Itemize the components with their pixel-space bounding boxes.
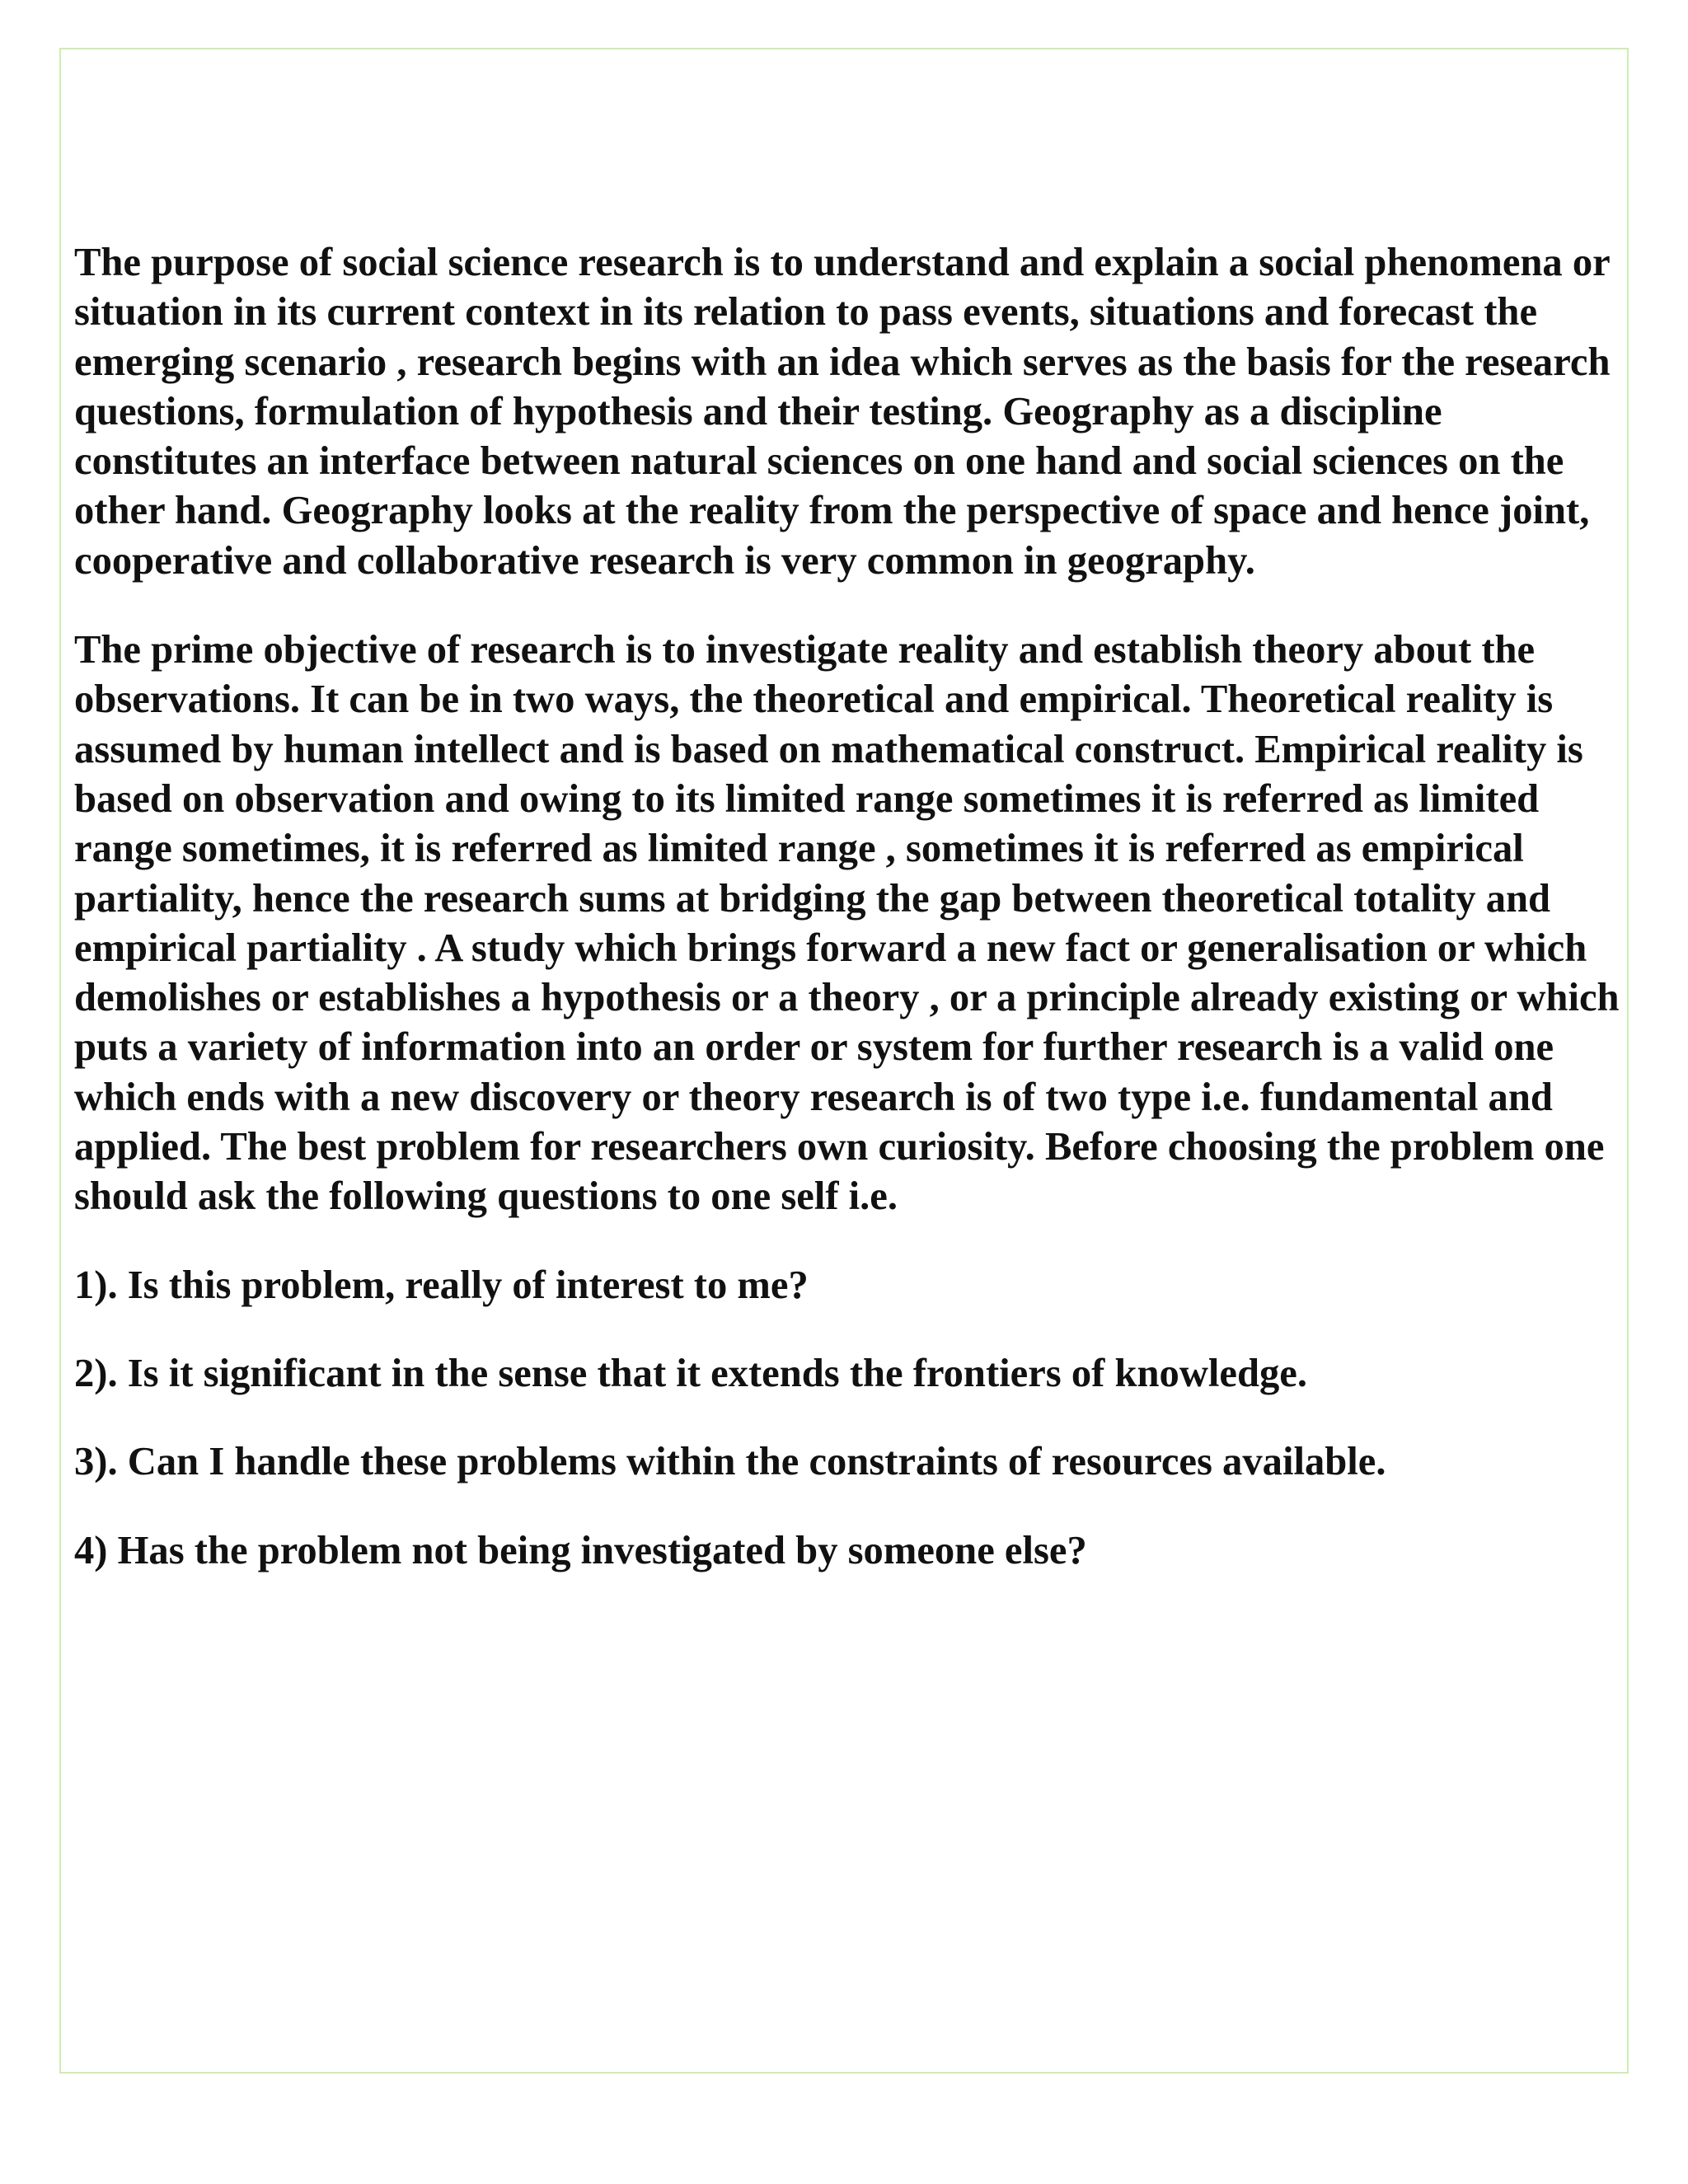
question-1: 1). Is this problem, really of interest to me? [74,1262,809,1307]
paragraph-objective: The prime objective of research is to investigate reality and establish theory about the observations. It can be in two ways, the theoretical and empirical. Theoretical reality is assumed by human intellect and is based on mathematical construct. Empirical reality is based on observation and owing to its limited range sometimes it is referred as limited range sometimes, it is referred as limited range , sometimes it is referred as empirical partiality, hence the research sums at bridging the gap between theoretical totality and empirical partiality . A study which brings forward a new fact or generalisation or which demolishes or establishes a hypothesis or a theory , or a principle already existing or which puts a variety of information into an order or system for further research is a valid one which ends with a new discovery or theory research is of two type i.e. fundamental and applied. The best problem for researchers own curiosity. Before choosing the problem one should ask the following questions to one self i.e. [74,627,1620,1219]
paragraph-purpose: The purpose of social science research is to understand and explain a social phenomena or situation in its current context in its relation to pass events, situations and forecast the emerging scenario , research begins with an idea which serves as the basis for the research questions, formulation of hypothesis and their testing. Geography as a discipline constitutes an interface between natural sciences on one hand and social sciences on the other hand. Geography looks at the reality from the perspective of space and hence joint, cooperative and collaborative research is very common in geography. [74,240,1611,583]
document-body [74,237,1624,1575]
question-4: 4) Has the problem not being investigated by someone else? [74,1527,1087,1572]
question-2: 2). Is it significant in the sense that it extends the frontiers of knowledge. [74,1350,1308,1395]
question-3: 3). Can I handle these problems within the constraints of resources available. [74,1439,1386,1484]
